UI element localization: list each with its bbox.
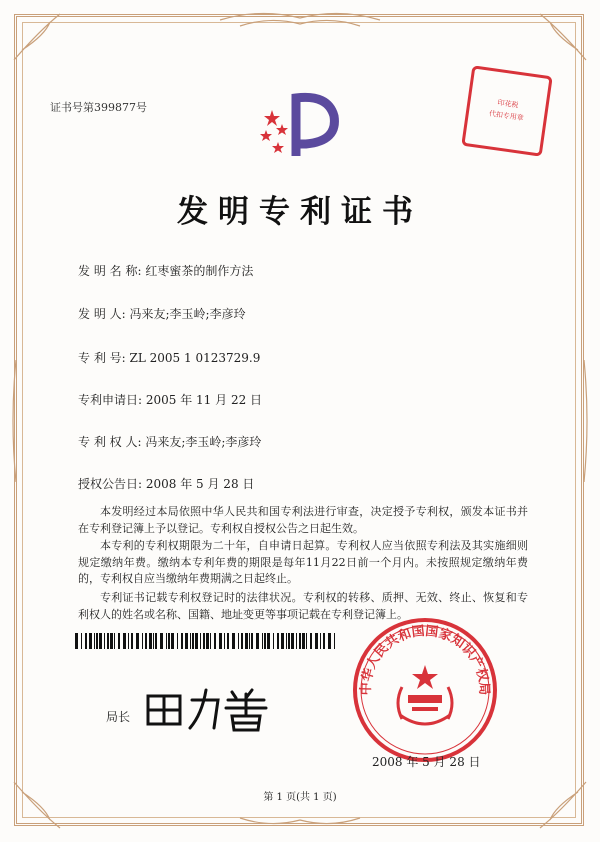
field-label: 授权公告日: [78,477,143,491]
field-value: 冯来友;李玉岭;李彦玲 [145,435,262,449]
field-inventor [78,305,246,322]
body-paragraph: 本专利的专利权期限为二十年，自申请日起算。专利权人应当依照专利法及其实施细则规定缴纳年费。缴纳本专利年费的期限是每年11月22日前一个月内。未按照规定缴纳年费的，专利权自应当缴纳年费期满之日起终止。 [78,539,528,585]
page-number: 第 1 页(共 1 页) [263,792,337,803]
issue-date: 2008 年 5 月 28 日 [372,755,481,769]
field-invention-name [78,262,253,279]
field-label: 专利申请日: [78,393,143,407]
field-patent-number [78,349,260,366]
field-application-date [78,391,262,408]
body-paragraph: 专利证书记载专利权登记时的法律状况。专利权的转移、质押、无效、终止、恢复和专利权人的姓名或名称、国籍、地址变更等事项记载在专利登记簿上。 [78,591,528,621]
field-value: 2005 年 11 月 22 日 [145,393,263,407]
official-seal [350,615,500,765]
svg-text:中华人民共和国国家知识产权局 [358,623,492,695]
body-paragraph: 本发明经过本局依照中华人民共和国专利法进行审查，决定授予专利权，颁发本证书并在专利登记簿上予以登记。专利权自授权公告之日起生效。 [78,505,528,535]
patent-office-logo [258,86,348,166]
field-label: 发 明 人: [78,307,126,321]
field-value: 红枣蜜茶的制作方法 [145,264,254,278]
director-signature [140,684,280,734]
barcode [75,633,340,649]
svg-text:代扣专用章: 代扣专用章 [488,109,525,123]
field-value: ZL 2005 1 0123729.9 [129,351,261,365]
tax-stamp-seal [462,66,552,156]
field-label: 专 利 号: [78,351,126,365]
field-patentee [78,433,261,450]
star-icons [260,110,288,153]
field-value: 2008 年 5 月 28 日 [145,477,255,491]
field-grant-date [78,475,254,492]
field-label: 发 明 名 称: [78,264,142,278]
certificate-title: 发明专利证书 [177,194,423,230]
director-label: 局长 [106,710,131,724]
field-label: 专 利 权 人: [78,435,142,449]
certificate-number: 证书号第399877号 [50,101,147,114]
svg-text:印花税: 印花税 [497,98,519,110]
seal-text: 中华人民共和国国家知识产权局 [358,623,492,696]
field-value: 冯来友;李玉岭;李彦玲 [129,307,246,321]
